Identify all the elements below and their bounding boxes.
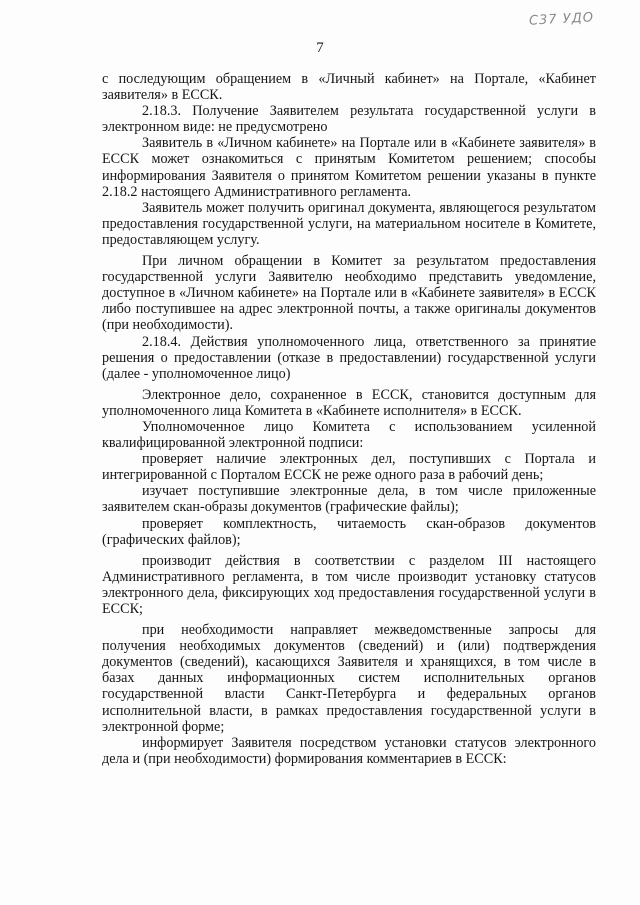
- paragraph-2-18-4: 2.18.4. Действия уполномоченного лица, ответственного за принятие решения о предоставлении (отказе в предоставлении) государственной услуги (далее - уполномоченное лицо): [102, 333, 596, 382]
- list-item: при необходимости направляет межведомственные запросы для получения необходимых документов (сведений) и (или) подтверждения документов (сведений), касающихся Заявителя и хранящихся, в том числе в базах данных информационных систем исполнительных органов государственной власти Санкт-Петербурга и федеральных органов исполнительной власти, в рамках предоставления государственной услуги в электронной форме;: [102, 622, 596, 735]
- list-item: изучает поступившие электронные дела, в том числе приложенные заявителем скан-образы документов (графические файлы);: [102, 483, 596, 516]
- list-item: проверяет комплектность, читаемость скан-образов документов (графических файлов);: [102, 515, 596, 548]
- paragraph: Уполномоченное лицо Комитета с использованием усиленной квалифицированной электронной подписи:: [102, 418, 596, 452]
- list-item: производит действия в соответствии с разделом III настоящего Административного регламента, в том числе производит установку статусов электронного дела, фиксирующих ход предоставления государственной услуги в ЕССК;: [102, 552, 596, 617]
- list-item: информирует Заявителя посредством установки статусов электронного дела и (при необходимости) формирования комментариев в ЕССК:: [102, 734, 596, 767]
- document-body: [102, 71, 596, 767]
- paragraph: Заявитель может получить оригинал документа, являющегося результатом предоставления государственной услуги, на материальном носителе в Комитете, предоставляющем услугу.: [102, 199, 596, 248]
- list-item: проверяет наличие электронных дел, поступивших с Портала и интегрированной с Порталом ЕССК не реже одного раза в рабочий день;: [102, 451, 596, 484]
- page-number: 7: [316, 40, 324, 56]
- paragraph-continuation: с последующим обращением в «Личный кабинет» на Портале, «Кабинет заявителя» в ЕССК.: [102, 71, 596, 104]
- handwritten-stamp: С37 УДО: [528, 10, 595, 29]
- paragraph: При личном обращении в Комитет за результатом предоставления государственной услуги Заявителю необходимо представить уведомление, доступное в «Личном кабинете» на Портале или в «Кабинете заявителя» в ЕССК либо поступившее на адрес электронной почты, а также оригиналы документов (при необходимости).: [102, 253, 596, 334]
- paragraph: Электронное дело, сохраненное в ЕССК, становится доступным для уполномоченного лица Комитета в «Кабинете исполнителя» в ЕССК.: [102, 386, 596, 419]
- paragraph: Заявитель в «Личном кабинете» на Портале или в «Кабинете заявителя» в ЕССК может ознакомиться с принятым Комитетом решением; способы информирования Заявителя о принятом Комитетом решении указаны в пункте 2.18.2 настоящего Административного регламента.: [102, 135, 596, 200]
- paragraph-2-18-3: 2.18.3. Получение Заявителем результата государственной услуги в электронном виде: не предусмотрено: [102, 103, 596, 136]
